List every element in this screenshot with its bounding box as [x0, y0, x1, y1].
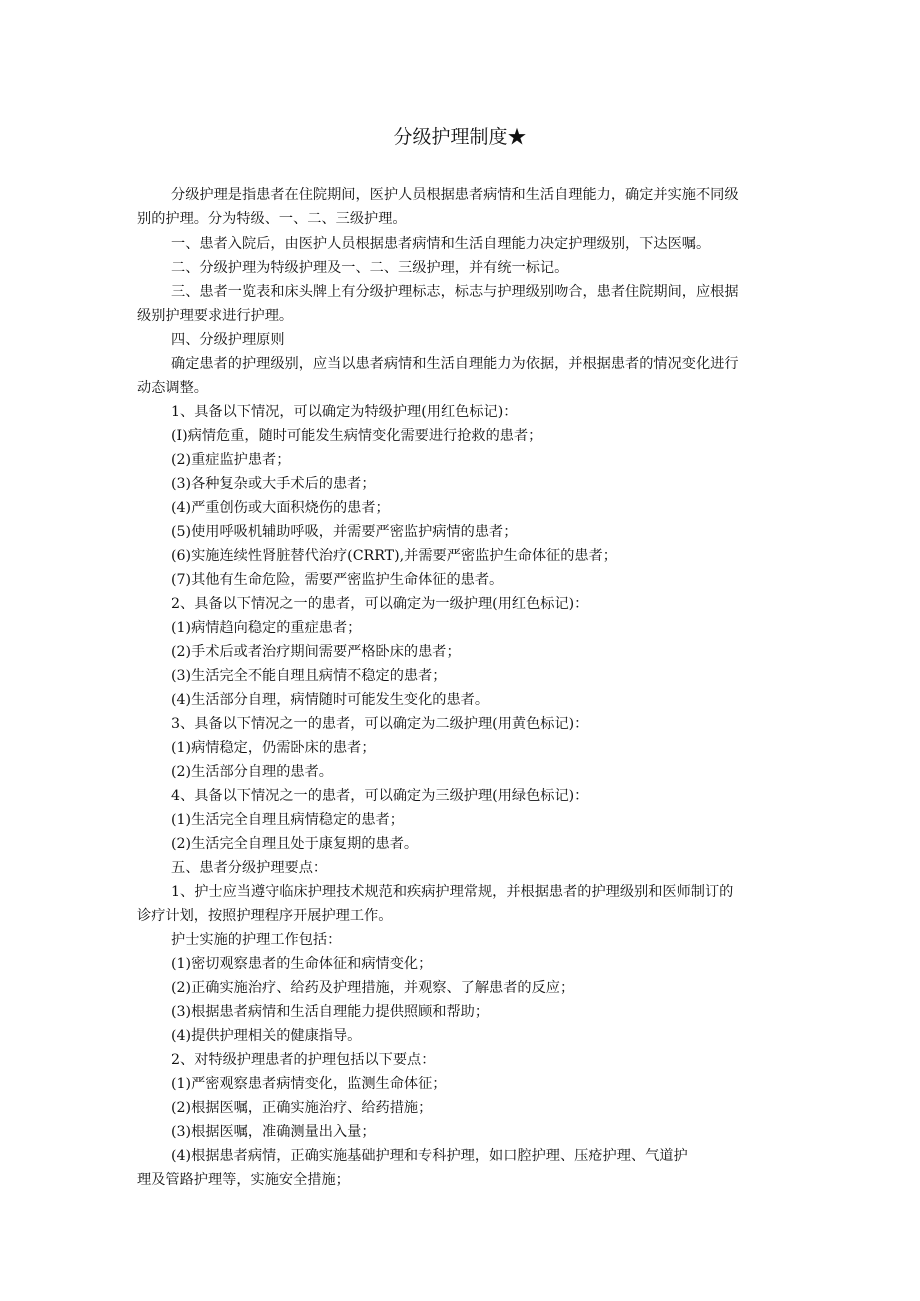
special-care-item-6: (6)实施连续性肾脏替代治疗(CRRT),并需要严密监护生命体征的患者； — [171, 548, 617, 564]
nurse-work-item-2: (2)正确实施治疗、给药及护理措施，并观察、了解患者的反应； — [171, 980, 575, 996]
level1-heading: 2、具备以下情况之一的患者，可以确定为一级护理(用红色标记)： — [171, 596, 589, 612]
point-2-heading: 2、对特级护理患者的护理包括以下要点： — [171, 1052, 436, 1068]
section-4-intro-line-1: 确定患者的护理级别，应当以患者病情和生活自理能力为依据，并根据患者的情况变化进行 — [171, 356, 739, 372]
special-care-item-4: (4)严重创伤或大面积烧伤的患者； — [171, 500, 390, 516]
point-2-item-4-line-2: 理及管路护理等，实施安全措施； — [137, 1172, 350, 1188]
document-title: 分级护理制度★ — [393, 126, 527, 148]
point-2-item-4 — [137, 1144, 789, 1192]
section-5-heading: 五、患者分级护理要点： — [171, 860, 328, 876]
point-2-item-2: (2)根据医嘱，正确实施治疗、给药措施； — [171, 1100, 433, 1116]
nurse-work-heading: 护士实施的护理工作包括： — [171, 932, 342, 948]
level2-item-2: (2)生活部分自理的患者。 — [171, 764, 333, 780]
level3-item-2: (2)生活完全自理且处于康复期的患者。 — [171, 836, 419, 852]
level3-item-1: (1)生活完全自理且病情稳定的患者； — [171, 812, 404, 828]
level3-heading: 4、具备以下情况之一的患者，可以确定为三级护理(用绿色标记)： — [171, 788, 589, 804]
nurse-work-item-3: (3)根据患者病情和生活自理能力提供照顾和帮助； — [171, 1004, 490, 1020]
nurse-work-item-4: (4)提供护理相关的健康指导。 — [171, 1028, 362, 1044]
special-care-item-3: (3)各种复杂或大手术后的患者； — [171, 476, 376, 492]
section-3-line-1: 三、患者一览表和床头牌上有分级护理标志，标志与护理级别吻合，患者住院期间，应根据 — [171, 284, 739, 300]
special-care-item-5: (5)使用呼吸机辅助呼吸，并需要严密监护病情的患者； — [171, 524, 518, 540]
section-2-paragraph: 二、分级护理为特级护理及一、二、三级护理，并有统一标记。 — [171, 260, 569, 276]
point-2-item-3: (3)根据医嘱，准确测量出入量； — [171, 1124, 376, 1140]
special-care-item-2: (2)重症监护患者； — [171, 452, 291, 468]
special-care-heading: 1、具备以下情况，可以确定为特级护理(用红色标记)： — [171, 404, 518, 420]
level1-item-4: (4)生活部分自理，病情随时可能发生变化的患者。 — [171, 692, 490, 708]
special-care-item-1: (I)病情危重，随时可能发生病情变化需要进行抢救的患者； — [171, 428, 543, 444]
special-care-item-7: (7)其他有生命危险，需要严密监护生命体征的患者。 — [171, 572, 504, 588]
section-3-line-2: 级别护理要求进行护理。 — [137, 308, 294, 324]
level1-item-1: (1)病情趋向稳定的重症患者； — [171, 620, 362, 636]
nurse-work-item-1: (1)密切观察患者的生命体征和病情变化； — [171, 956, 433, 972]
section-4-intro-line-2: 动态调整。 — [137, 380, 208, 396]
intro-paragraph — [137, 183, 789, 231]
level1-item-3: (3)生活完全不能自理且病情不稳定的患者； — [171, 668, 447, 684]
level2-heading: 3、具备以下情况之一的患者，可以确定为二级护理(用黄色标记)： — [171, 716, 589, 732]
point-1-line-2: 诊疗计划，按照护理程序开展护理工作。 — [137, 908, 393, 924]
point-2-item-1: (1)严密观察患者病情变化，监测生命体征； — [171, 1076, 447, 1092]
section-4-heading: 四、分级护理原则 — [171, 332, 285, 348]
point-2-item-4-line-1: (4)根据患者病情，正确实施基础护理和专科护理，如口腔护理、压疮护理、气道护 — [171, 1148, 688, 1164]
intro-line-2: 别的护理。分为特级、一、二、三级护理。 — [137, 211, 407, 227]
intro-line-1: 分级护理是指患者在住院期间，医护人员根据患者病情和生活自理能力，确定并实施不同级 — [171, 187, 739, 203]
point-1-line-1: 1、护士应当遵守临床护理技术规范和疾病护理常规，并根据患者的护理级别和医师制订的 — [171, 884, 734, 900]
level2-item-1: (1)病情稳定，仍需卧床的患者； — [171, 740, 376, 756]
section-4-intro — [137, 352, 789, 400]
level1-item-2: (2)手术后或者治疗期间需要严格卧床的患者； — [171, 644, 461, 660]
point-1-paragraph — [137, 880, 789, 928]
section-1-paragraph: 一、患者入院后，由医护人员根据患者病情和生活自理能力决定护理级别，下达医嘱。 — [171, 236, 711, 252]
section-3-paragraph — [137, 280, 789, 328]
